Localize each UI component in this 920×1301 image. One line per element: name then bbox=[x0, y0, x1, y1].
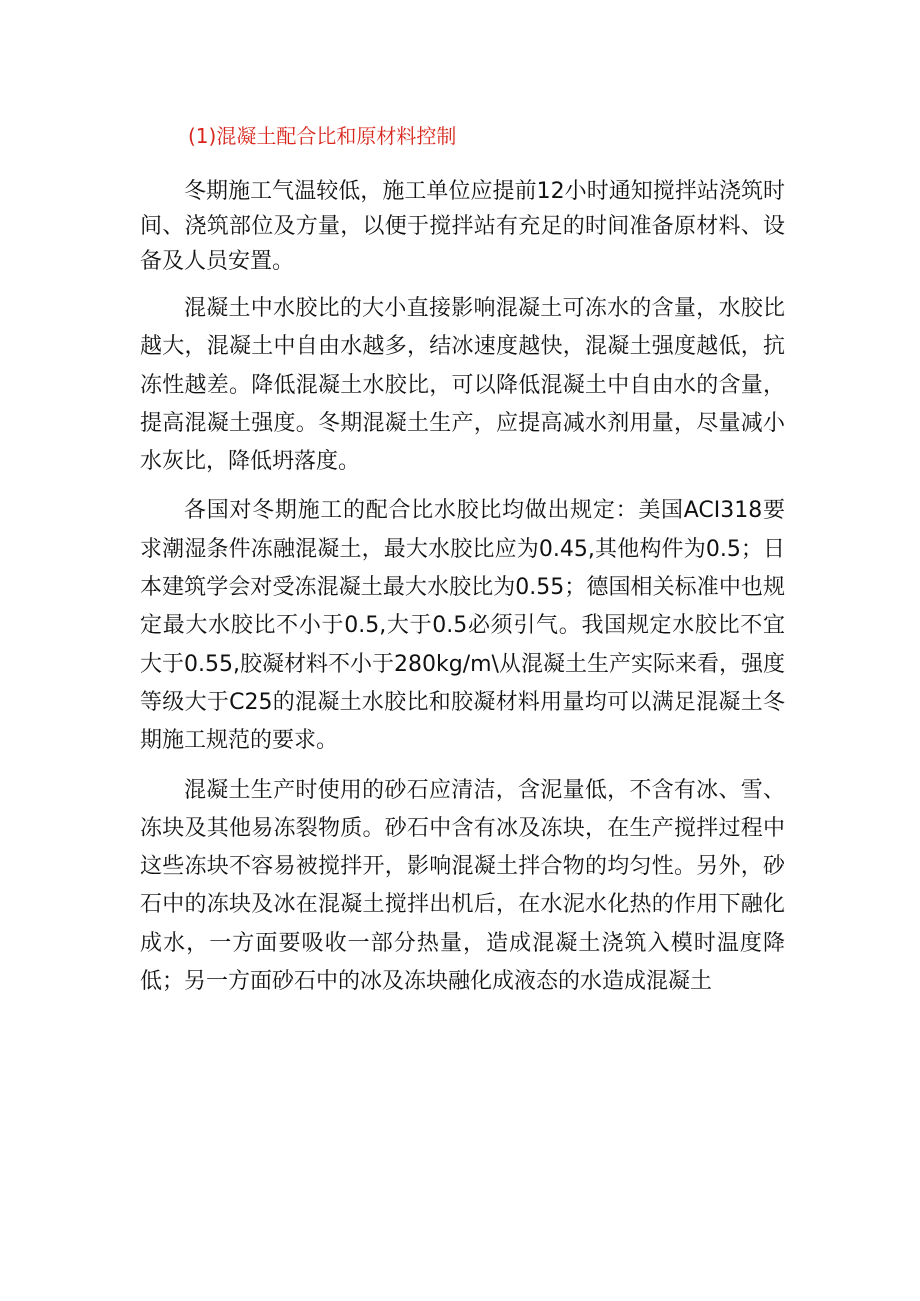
section-heading: (1)混凝土配合比和原材料控制 bbox=[188, 124, 457, 148]
paragraph-1: 冬期施工气温较低，施工单位应提前12小时通知搅拌站浇筑时间、浇筑部位及方量，以便于搅拌站有充足的时间准备原材料、设备及人员安置。 bbox=[140, 179, 785, 274]
document-body bbox=[140, 118, 785, 1012]
paragraph-2: 混凝土中水胶比的大小直接影响混凝土可冻水的含量，水胶比越大，混凝土中自由水越多，结冰速度越快，混凝土强度越低，抗冻性越差。降低混凝土水胶比，可以降低混凝土中自由水的含量，提高混凝土强度。冬期混凝土生产，应提高减水剂用量，尽量减小水灰比，降低坍落度。 bbox=[140, 296, 785, 475]
paragraph-4: 混凝土生产时使用的砂石应清洁，含泥量低，不含有冰、雪、冻块及其他易冻裂物质。砂石中含有冰及冻块，在生产搅拌过程中这些冻块不容易被搅拌开，影响混凝土拌合物的均匀性。另外，砂石中的冻块及冰在混凝土搅拌出机后，在水泥水化热的作用下融化成水，一方面要吸收一部分热量，造成混凝土浇筑入模时温度降低；另一方面砂石中的冰及冻块融化成液态的水造成混凝土 bbox=[140, 777, 785, 995]
paragraph-3: 各国对冬期施工的配合比水胶比均做出规定：美国ACI318要求潮湿条件冻融混凝土，最大水胶比应为0.45,其他构件为0.5；日本建筑学会对受冻混凝土最大水胶比为0.55；德国相关标准中也规定最大水胶比不小于0.5,大于0.5必须引气。我国规定水胶比不宜大于0.55,胶凝材料不小于280kg/m\从混凝土生产实际来看，强度等级大于C25的混凝土水胶比和胶凝材料用量均可以满足混凝土冬期施工规范的要求。 bbox=[140, 498, 785, 754]
